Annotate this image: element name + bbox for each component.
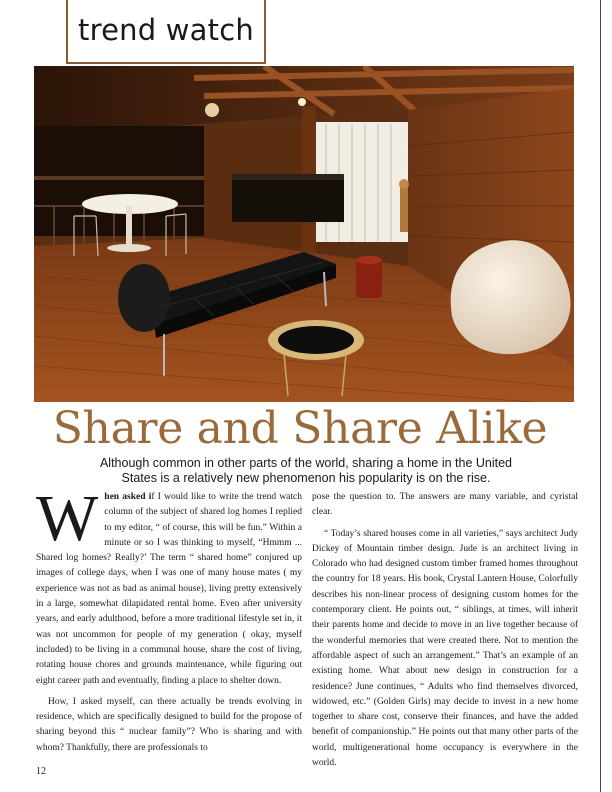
article-column-left bbox=[36, 482, 302, 756]
article-subhead: Although common in other parts of the world, sharing a home in the United States is a relatively new phenomenon his popularity is on the rise. bbox=[99, 456, 513, 485]
paragraph-continued: pose the question to. The answers are many variable, and cyristal clear. bbox=[312, 492, 578, 518]
paragraph-body: f I would like to write the trend watch column of the subject of shared log homes I replied to my editor, “ of course, this will be fun.” Within a minute or so I was thinking to myself, “Hmmm ... Shared log homes? Really?’ The term “ shared home” conjured up images of college days, when I was one of many house mates ( my experience was not as bad as animal house), living pretty extensively in a large, somewhat dilapidated rental home. Even after university years, and early adulthood, before a more traditional lifestyle set in, it was not uncommon for people of my generation ( okay, myself included) to be living in a communal house, share the cost of living, rotating house chores and grounds maintenance, while figuring out eight career path and eventually, finding a place to shelter down. bbox=[36, 492, 302, 686]
section-header-box bbox=[66, 0, 266, 64]
paragraph-opening bbox=[36, 482, 302, 689]
interior-photo-illustration bbox=[34, 66, 574, 402]
drop-cap: W bbox=[36, 482, 99, 555]
page-number: 12 bbox=[36, 766, 46, 777]
page-edge-rule bbox=[600, 0, 601, 792]
interior-photo bbox=[34, 66, 574, 402]
paragraph-second: How, I asked myself, can there actually be trends evolving in residence, which are specifically designed to build for the propose of sharing beyond this “ nuclear family”? Who is sharing and with whom? Thankfully, there are professionals to bbox=[36, 696, 302, 753]
article-column-right bbox=[312, 490, 578, 771]
section-label: trend watch bbox=[78, 13, 254, 47]
article-title: Share and Share Alike bbox=[52, 403, 548, 454]
paragraph-quote: “ Today’s shared houses come in all varieties,” says architect Judy Dickey of Mountain timber design. Jude is an architect living in Colorado who had designed custom timber framed homes throughout the country for 18 years. His book, Crystal Lantern House, Colorfully describes his non-linear process of designing custom homes for the contemporary client. He points out, “ siblings, at times, will inherit their parents home and decide to move in an live together because of the wonderful memories that were created there. Not to mention the affordable aspect of such an arrangement.” That’s an example of an existing home. What about new design in construction for a residence? June continues, “ Adults who find themselves divorced, widowed, etc.” (Golden Girls) may decide to invest in a new home together to share cost, conserve their finances, and have the added benefit of companionship.” He points out that many other parts of the world, multigenerational home occupancy is everywhere in the world. bbox=[312, 528, 578, 769]
lead-in-text: hen asked i bbox=[104, 492, 152, 502]
